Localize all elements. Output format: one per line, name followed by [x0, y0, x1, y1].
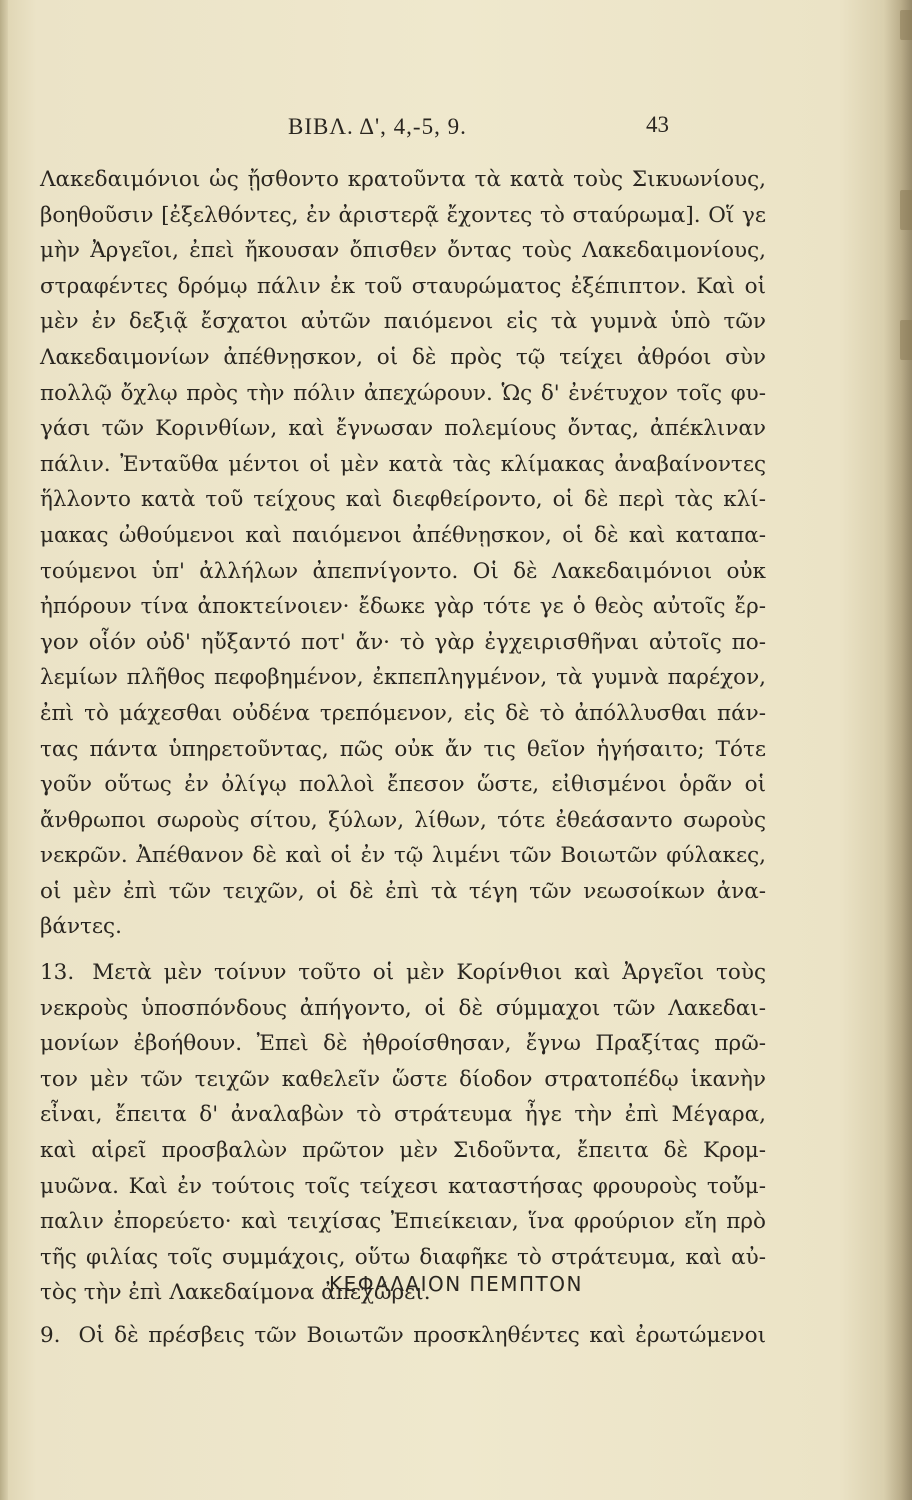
text-line: μονίων ἐβοήθουν. Ἐπεὶ δὲ ἠθροίσθησαν, ἔγνω Πραξίτας πρῶ- — [40, 1031, 766, 1057]
running-head: ΒΙΒΛ. Δ', 4,-5, 9. — [288, 114, 467, 139]
text-line-content: Οἱ δὲ πρέσβεις τῶν Βοιωτῶν προσκληθέντες καὶ ἐρωτώμενοι — [78, 1323, 766, 1348]
text-line: γοῦν οὕτως ἐν ὀλίγῳ πολλοὶ ἔπεσον ὥστε, εἰθισμένοι ὁρᾶν οἱ — [40, 772, 766, 798]
section-number: 13. — [40, 960, 75, 986]
text-line: εἶναι, ἔπειτα δ' ἀναλαβὼν τὸ στράτευμα ἦγε τὴν ἐπὶ Μέγαρα, — [40, 1102, 766, 1128]
page-number: 43 — [646, 112, 669, 137]
text-line: νεκρῶν. Ἀπέθανον δὲ καὶ οἱ ἐν τῷ λιμένι τῶν Βοιωτῶν φύλακες, — [40, 843, 766, 869]
text-line: τὸς τὴν ἐπὶ Λακεδαίμονα ἀπεχώρει. — [40, 1280, 431, 1306]
text-line: γον οἷόν οὐδ' ηὔξαντό ποτ' ἄν· τὸ γὰρ ἐγχειρισθῆναι αὐτοῖς πο- — [40, 629, 766, 655]
text-line: Λακεδαιμόνιοι ὡς ᾔσθοντο κρατοῦντα τὰ κατὰ τοὺς Σικυωνίους, — [40, 167, 766, 192]
paragraph-gap — [40, 945, 766, 955]
section-number: 9. — [40, 1323, 61, 1348]
paragraph-13 — [40, 955, 766, 1311]
text-line: καὶ αἱρεῖ προσβαλὼν πρῶτον μὲν Σιδοῦντα, ἔπειτα δὲ Κρομ- — [40, 1138, 766, 1164]
text-line: ἐπὶ τὸ μάχεσθαι οὐδένα τρεπόμενον, εἰς δὲ τὸ ἀπόλλυσθαι πάν- — [40, 700, 766, 726]
main-text — [40, 162, 766, 1311]
text-line: Λακεδαιμονίων ἀπέθνῃσκον, οἱ δὲ πρὸς τῷ τείχει ἀθρόοι σὺν — [40, 344, 766, 370]
text-line: παλιν ἐπορεύετο· καὶ τειχίσας Ἐπιείκειαν, ἵνα φρούριον εἴη πρὸ — [40, 1209, 766, 1235]
page-edge-mark — [900, 10, 912, 40]
text-line: μὴν Ἀργεῖοι, ἐπεὶ ἤκουσαν ὄπισθεν ὄντας τοὺς Λακεδαιμονίους, — [40, 238, 766, 264]
page-header — [0, 112, 912, 152]
text-line: πολλῷ ὄχλῳ πρὸς τὴν πόλιν ἀπεχώρουν. Ὡς δ' ἐνέτυχον τοῖς φυ- — [40, 380, 766, 406]
text-line: ἄνθρωποι σωροὺς σίτου, ξύλων, λίθων, τότε ἐθεάσαντο σωροὺς — [40, 807, 766, 833]
text-line: μακας ὠθούμενοι καὶ παιόμενοι ἀπέθνῃσκον, οἱ δὲ καὶ καταπα- — [40, 522, 766, 548]
text-line-content: Μετὰ μὲν τοίνυν τοῦτο οἱ μὲν Κορίνθιοι καὶ Ἀργεῖοι τοὺς — [92, 960, 766, 986]
text-line: βοηθοῦσιν [ἐξελθόντες, ἐν ἀριστερᾷ ἔχοντες τὸ σταύρωμα]. Οἵ γε — [40, 202, 766, 228]
text-line: τῆς φιλίας τοῖς συμμάχοις, οὕτω διαφῆκε τὸ στράτευμα, καὶ αὐ- — [40, 1244, 766, 1270]
text-line: νεκροὺς ὑποσπόνδους ἀπήγοντο, οἱ δὲ σύμμαχοι τῶν Λακεδαι- — [40, 995, 766, 1021]
text-line: τούμενοι ὑπ' ἀλλήλων ἀπεπνίγοντο. Οἱ δὲ Λακεδαιμόνιοι οὐκ — [40, 558, 766, 584]
paragraph-1 — [40, 162, 766, 945]
text-line: πάλιν. Ἐνταῦθα μέντοι οἱ μὲν κατὰ τὰς κλίμακας ἀναβαίνοντες — [40, 451, 766, 477]
text-line: μυῶνα. Καὶ ἐν τούτοις τοῖς τείχεσι καταστήσας φρουροὺς τοὔμ- — [40, 1173, 766, 1199]
text-line: ἠπόρουν τίνα ἀποκτείνοιεν· ἔδωκε γὰρ τότε γε ὁ θεὸς αὐτοῖς ἔρ- — [40, 594, 766, 620]
text-line: τον μὲν τῶν τειχῶν καθελεῖν ὥστε δίοδον στρατοπέδῳ ἱκανὴν — [40, 1066, 766, 1092]
text-line: λεμίων πλῆθος πεφοβημένον, ἐκπεπληγμένον, τὰ γυμνὰ παρέχον, — [40, 665, 766, 691]
text-line: βάντες. — [40, 914, 122, 940]
text-line: τας πάντα ὑπηρετοῦντας, πῶς οὐκ ἄν τις θεῖον ἡγήσαιτο; Τότε — [40, 736, 766, 762]
page-edge-mark — [900, 320, 912, 360]
text-line — [40, 955, 766, 991]
text-line: οἱ μὲν ἐπὶ τῶν τειχῶν, οἱ δὲ ἐπὶ τὰ τέγη τῶν νεωσοίκων ἀνα- — [40, 878, 766, 904]
chapter-first-line — [40, 1318, 766, 1354]
page-edge-mark — [900, 190, 912, 230]
text-line: μὲν ἐν δεξιᾷ ἔσχατοι αὐτῶν παιόμενοι εἰς τὰ γυμνὰ ὑπὸ τῶν — [40, 309, 766, 335]
text-line: ἥλλοντο κατὰ τοῦ τείχους καὶ διεφθείροντο, οἱ δὲ περὶ τὰς κλί- — [40, 487, 766, 513]
chapter-heading: ΚΕΦΑΛΑΙΟΝ ΠΕΜΠΤΟΝ — [329, 1272, 583, 1296]
text-line: γάσι τῶν Κορινθίων, καὶ ἔγνωσαν πολεμίους ὄντας, ἀπέκλιναν — [40, 416, 766, 442]
text-line: στραφέντες δρόμῳ πάλιν ἐκ τοῦ σταυρώματος ἐξέπιπτον. Καὶ οἱ — [40, 273, 766, 299]
